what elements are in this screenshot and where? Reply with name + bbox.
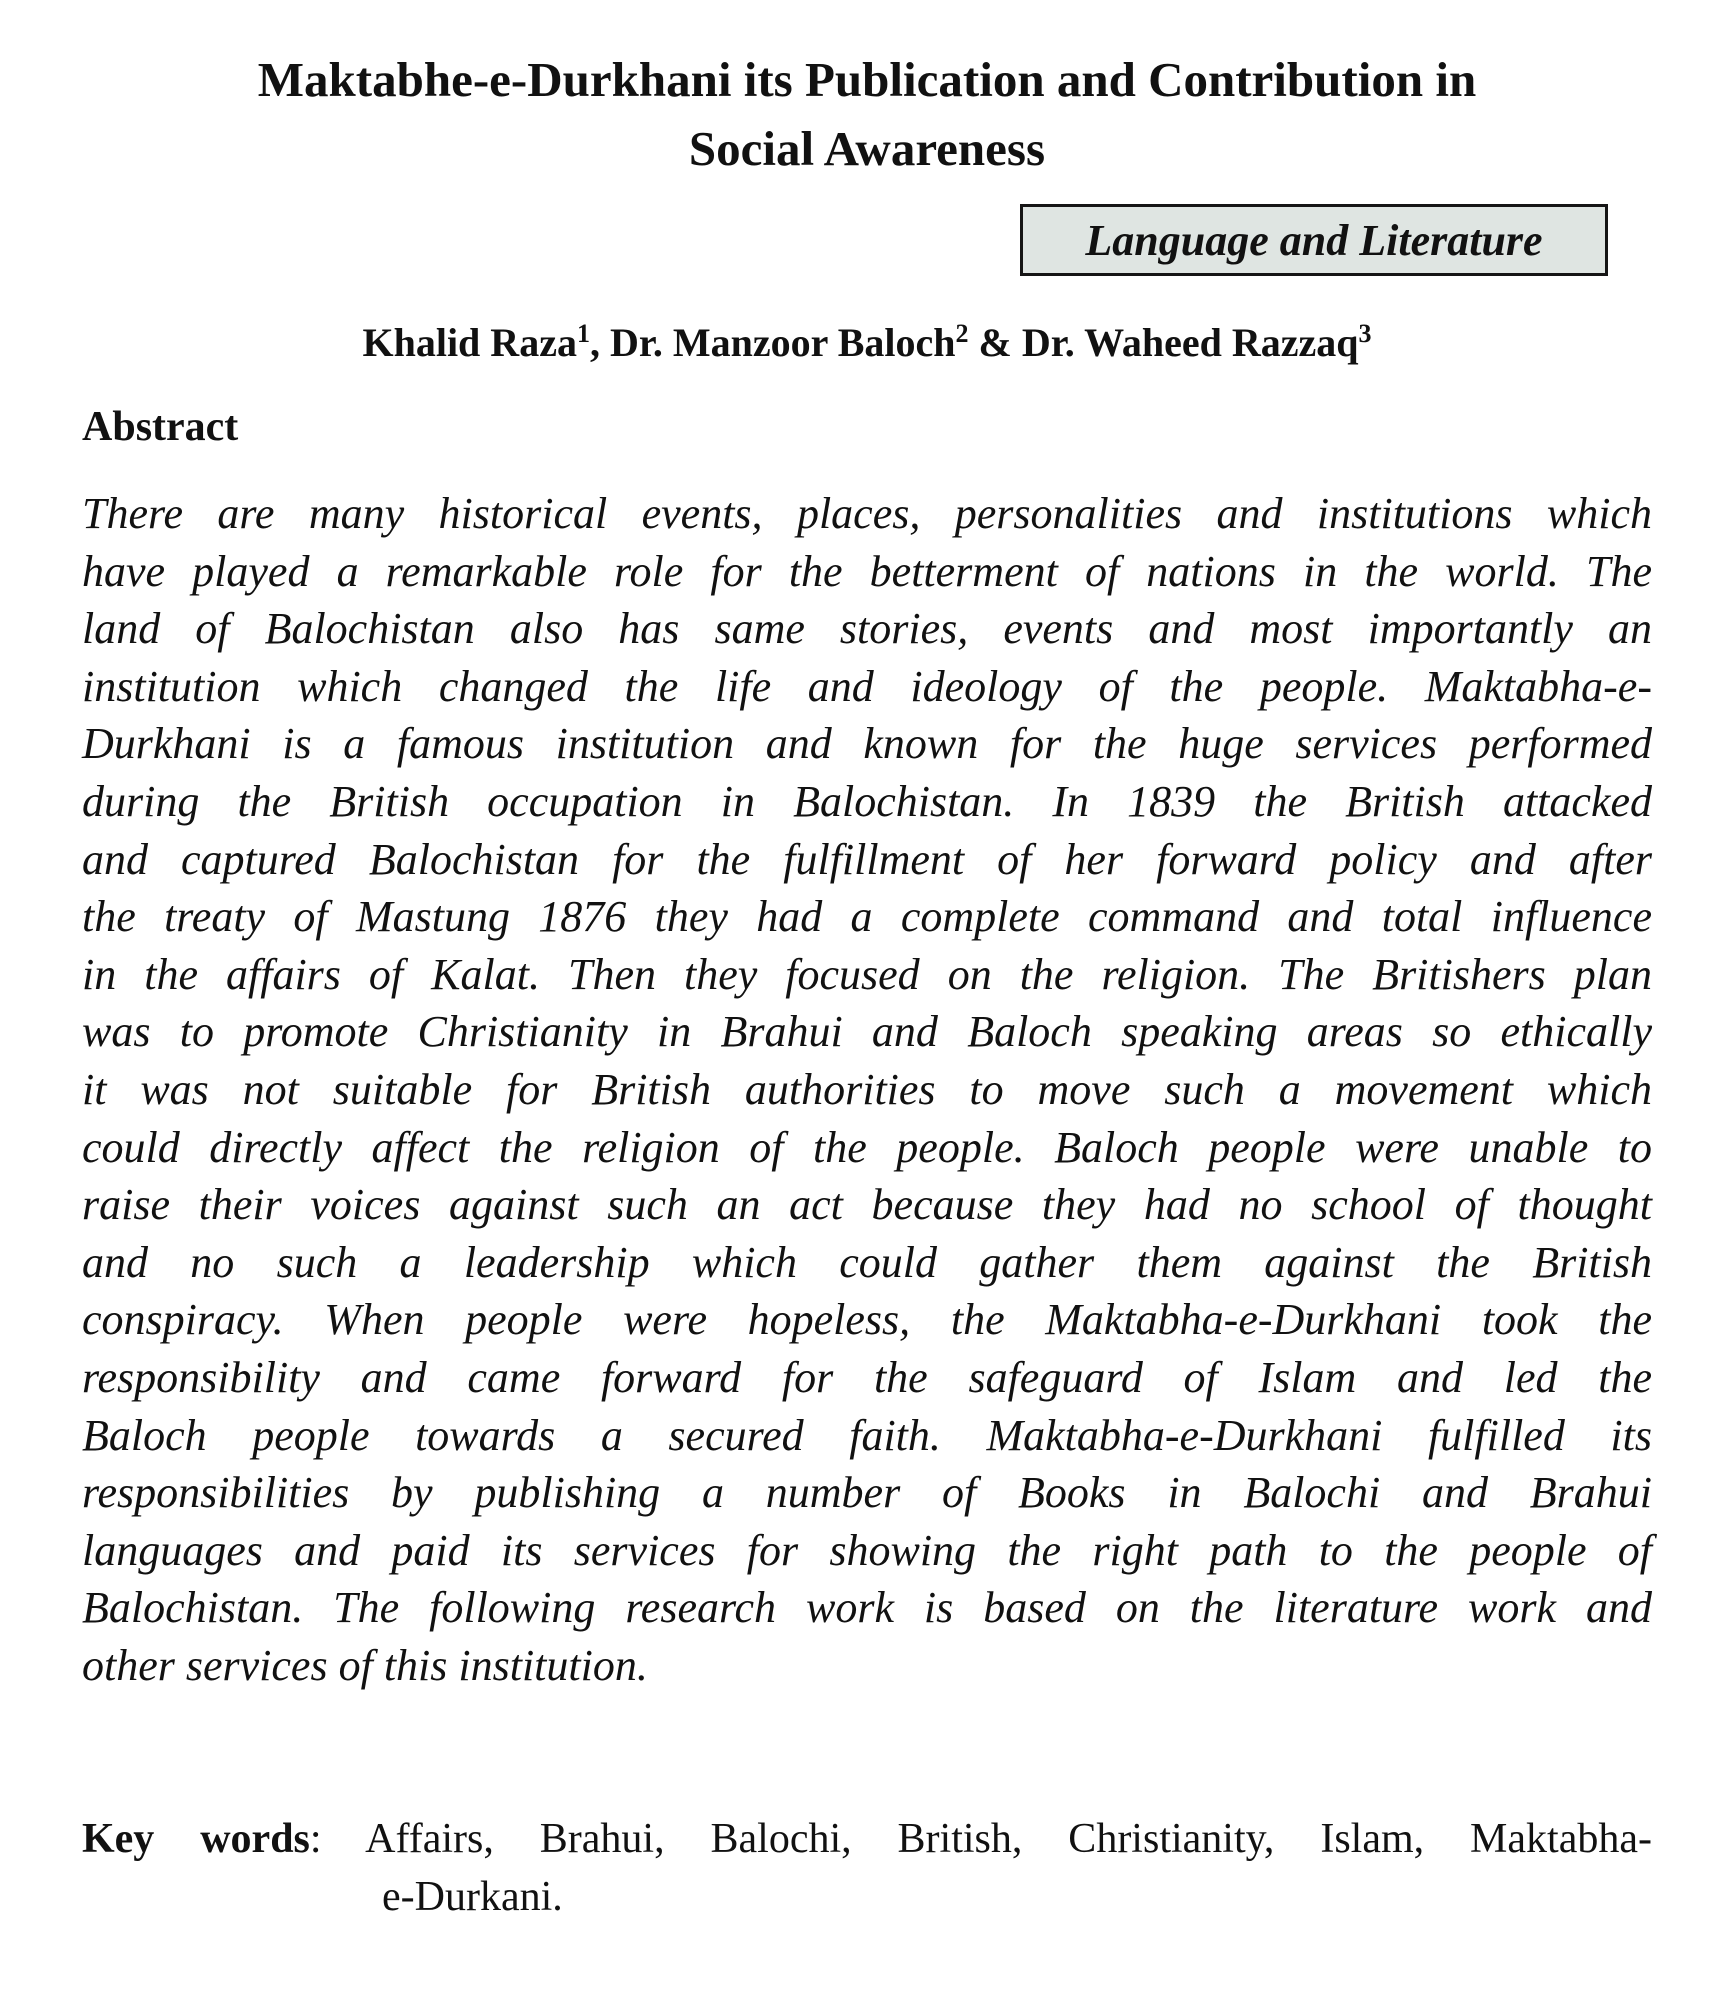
abstract-line: and captured Balochistan for the fulfillment of her forward policy and after xyxy=(82,834,1652,884)
affiliation-mark: 1 xyxy=(576,319,590,348)
abstract-line: Durkhani is a famous institution and known for the huge services performed xyxy=(82,719,1652,769)
abstract-line: during the British occupation in Balochistan. In 1839 the British attacked xyxy=(82,776,1652,826)
abstract-body xyxy=(82,485,1652,1694)
abstract-line: There are many historical events, places, personalities and institutions which xyxy=(82,489,1652,538)
abstract-heading: Abstract xyxy=(82,404,239,450)
keywords-line-1 xyxy=(82,1810,1652,1868)
abstract-line: conspiracy. When people were hopeless, the Maktabha-e-Durkhani took the xyxy=(82,1295,1652,1345)
abstract-line: it was not suitable for British authorities to move such a movement which xyxy=(82,1064,1652,1114)
abstract-line: could directly affect the religion of the people. Baloch people were unable to xyxy=(82,1122,1652,1172)
abstract-line: have played a remarkable role for the betterment of nations in the world. The xyxy=(82,546,1652,596)
abstract-line: land of Balochistan also has same stories, events and most importantly an xyxy=(82,604,1652,654)
abstract-line: raise their voices against such an act because they had no school of thought xyxy=(82,1180,1652,1230)
abstract-line: responsibility and came forward for the safeguard of Islam and led the xyxy=(82,1352,1652,1402)
author-list xyxy=(0,318,1734,368)
abstract-line: was to promote Christianity in Brahui and Baloch speaking areas so ethically xyxy=(82,1007,1652,1057)
abstract-line: and no such a leadership which could gather them against the British xyxy=(82,1237,1652,1287)
author-separator: & xyxy=(968,320,1022,365)
author-name: Khalid Raza xyxy=(362,320,577,365)
affiliation-mark: 3 xyxy=(1358,319,1372,348)
keywords-list: Affairs, Brahui, Balochi, British, Christianity, Islam, Maktabha- xyxy=(365,1816,1652,1862)
keywords-separator: : xyxy=(309,1816,366,1862)
keywords-line-2: e-Durkani. xyxy=(382,1874,563,1920)
keywords-section xyxy=(82,1810,1652,1926)
author-name: Dr. Waheed Razzaq xyxy=(1021,320,1359,365)
author-name: Dr. Manzoor Baloch xyxy=(609,320,956,365)
title-line-2: Social Awareness xyxy=(688,121,1046,176)
abstract-line: institution which changed the life and ideology of the people. Maktabha-e- xyxy=(82,661,1652,711)
affiliation-mark: 2 xyxy=(955,319,969,348)
abstract-line: Baloch people towards a secured faith. Maktabha-e-Durkhani fulfilled its xyxy=(82,1410,1652,1460)
keywords-label: Key words xyxy=(82,1816,310,1862)
subject-category-box xyxy=(1020,204,1608,276)
abstract-line: the treaty of Mastung 1876 they had a complete command and total influence xyxy=(82,892,1652,942)
abstract-line: responsibilities by publishing a number of Books in Balochi and Brahui xyxy=(82,1468,1652,1518)
abstract-line: other services of this institution. xyxy=(82,1640,648,1690)
abstract-line: languages and paid its services for showing the right path to the people of xyxy=(82,1525,1652,1575)
author-separator: , xyxy=(589,320,610,365)
title-line-1: Maktabhe-e-Durkhani its Publication and Contribution in xyxy=(257,52,1477,107)
subject-category-label: Language and Literature xyxy=(1085,215,1543,265)
abstract-line: in the affairs of Kalat. Then they focused on the religion. The Britishers plan xyxy=(82,949,1652,999)
abstract-line: Balochistan. The following research work is based on the literature work and xyxy=(82,1583,1652,1633)
